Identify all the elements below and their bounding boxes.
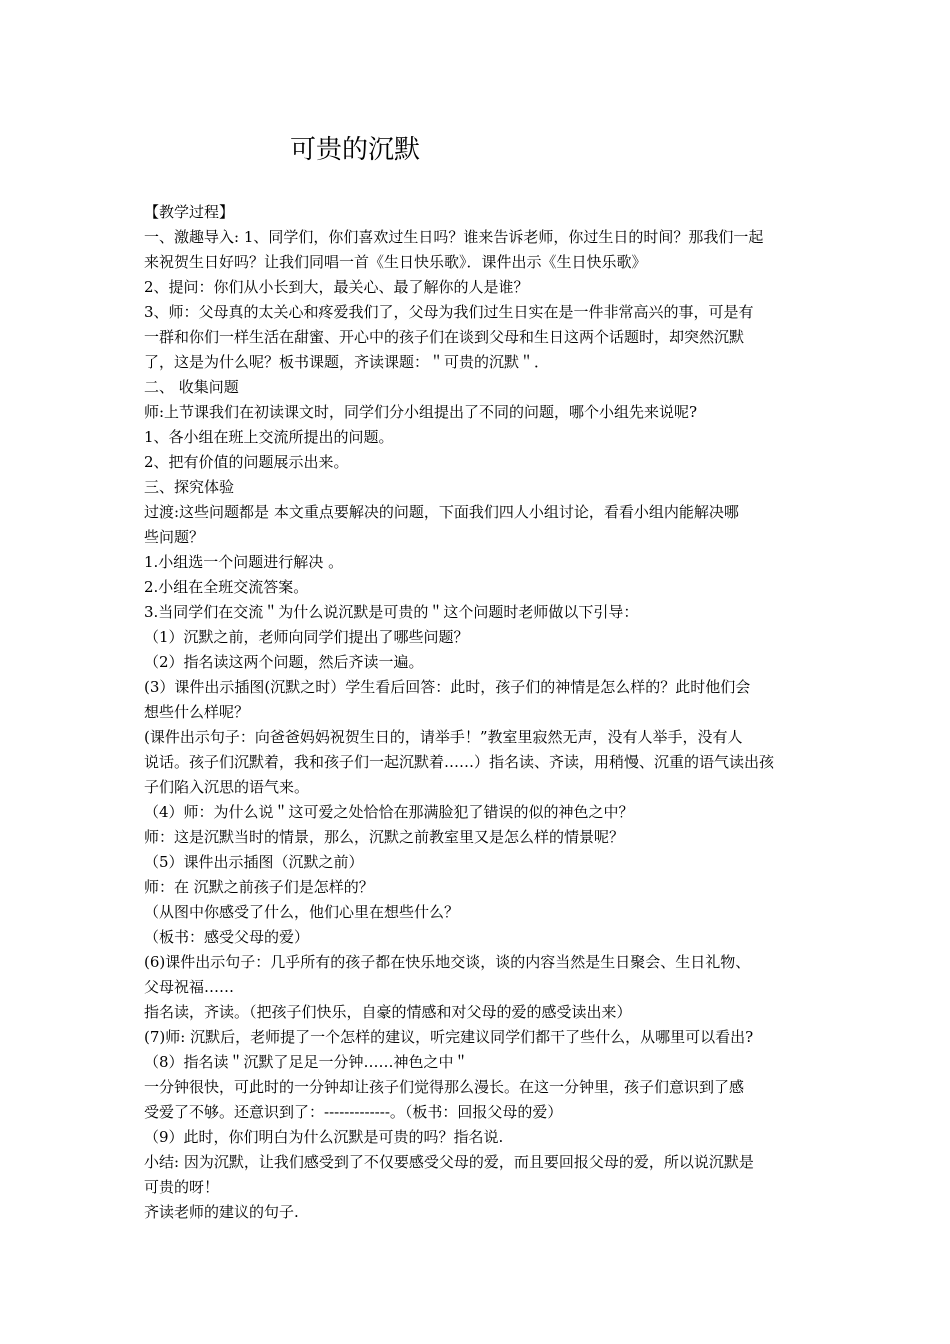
text-line: 1.小组选一个问题进行解决 。 (144, 553, 344, 571)
text-line: 师:上节课我们在初读课文时，同学们分小组提出了不同的问题，哪个小组先来说呢? (144, 403, 698, 421)
text-line: 齐读老师的建议的句子. (144, 1203, 299, 1221)
text-line: 2、把有价值的问题展示出来。 (144, 453, 349, 471)
text-line: （从图中你感受了什么，他们心里在想些什么？ (144, 903, 460, 921)
text-line: 2、提问：你们从小长到大，最关心、最了解你的人是谁？ (144, 278, 529, 296)
text-line: 2.小组在全班交流答案。 (144, 578, 309, 596)
text-line: （5）课件出示插图（沉默之前） (144, 853, 364, 871)
lesson-process-text (144, 200, 816, 1225)
text-line: (7)师: 沉默后，老师提了一个怎样的建议，听完建议同学们都干了些什么，从哪里可以看出? (144, 1028, 754, 1046)
text-line: （2）指名读这两个问题，然后齐读一遍。 (144, 653, 424, 671)
text-line: 二、 收集问题 (144, 378, 239, 396)
text-line: 受爱了不够。还意识到了：-------------。（板书：回报父母的爱） (144, 1103, 563, 1121)
text-line: 一、激趣导入: 1、同学们，你们喜欢过生日吗？谁来告诉老师，你过生日的时间？那我们一起 (144, 228, 764, 246)
text-line: 想些什么样呢？ (144, 703, 250, 721)
text-line: 指名读，齐读。（把孩子们快乐，自豪的情感和对父母的爱的感受读出来） (144, 1003, 632, 1021)
text-line: 一分钟很快，可此时的一分钟却让孩子们觉得那么漫长。在这一分钟里，孩子们意识到了感 (144, 1078, 745, 1096)
text-line: （4）师：为什么说＂这可爱之处恰恰在那满脸犯了错误的似的神色之中？ (144, 803, 634, 821)
text-line: 过渡:这些问题都是 本文重点要解决的问题，下面我们四人小组讨论，看看小组内能解决哪 (144, 503, 739, 521)
text-line: 可贵的呀！ (144, 1178, 220, 1196)
text-line: 【教学过程】 (144, 203, 235, 221)
text-line: 说话。孩子们沉默着，我和孩子们一起沉默着……）指名读、齐读，用稍慢、沉重的语气读出孩 (144, 753, 775, 771)
document-title: 可贵的沉默 (290, 135, 421, 165)
text-line: 师：在 沉默之前孩子们是怎样的？ (144, 878, 374, 896)
text-line: （板书：感受父母的爱） (144, 928, 310, 946)
text-line: (3）课件出示插图(沉默之时）学生看后回答：此时，孩子们的神情是怎么样的？此时他们会 (144, 678, 751, 696)
text-line: 父母祝福…… (144, 978, 235, 996)
text-line: （1）沉默之前，老师向同学们提出了哪些问题？ (144, 628, 469, 646)
text-line: 3、师：父母真的太关心和疼爱我们了，父母为我们过生日实在是一件非常高兴的事，可是有 (144, 303, 754, 321)
text-line: 三、探究体验 (144, 478, 235, 496)
text-line: (课件出示句子：向爸爸妈妈祝贺生日的，请举手！”教室里寂然无声，没有人举手，没有人 (144, 728, 743, 746)
text-line: 了，这是为什么呢？板书课题，齐读课题：＂可贵的沉默＂． (144, 353, 550, 371)
text-line: 小结: 因为沉默，让我们感受到了不仅要感受父母的爱，而且要回报父母的爱，所以说沉默是 (144, 1153, 754, 1171)
text-line: 子们陷入沉思的语气来。 (144, 778, 310, 796)
text-line: （9）此时，你们明白为什么沉默是可贵的吗？指名说. (144, 1128, 504, 1146)
text-line: 师：这是沉默当时的情景，那么，沉默之前教室里又是怎么样的情景呢？ (144, 828, 625, 846)
text-line: 1、各小组在班上交流所提出的问题。 (144, 428, 394, 446)
text-line: 一群和你们一样生活在甜蜜、开心中的孩子们在谈到父母和生日这两个话题时，却突然沉默 (144, 328, 745, 346)
text-line: 来祝贺生日好吗？让我们同唱一首《生日快乐歌》．课件出示《生日快乐歌》 (144, 253, 647, 271)
text-line: (6)课件出示句子：几乎所有的孩子都在快乐地交谈，谈的内容当然是生日聚会、生日礼物、 (144, 953, 751, 971)
text-line: 3.当同学们在交流＂为什么说沉默是可贵的＂这个问题时老师做以下引导： (144, 603, 639, 621)
text-line: （8）指名读＂沉默了足足一分钟……神色之中＂ (144, 1053, 469, 1071)
text-line: 些问题？ (144, 528, 205, 546)
